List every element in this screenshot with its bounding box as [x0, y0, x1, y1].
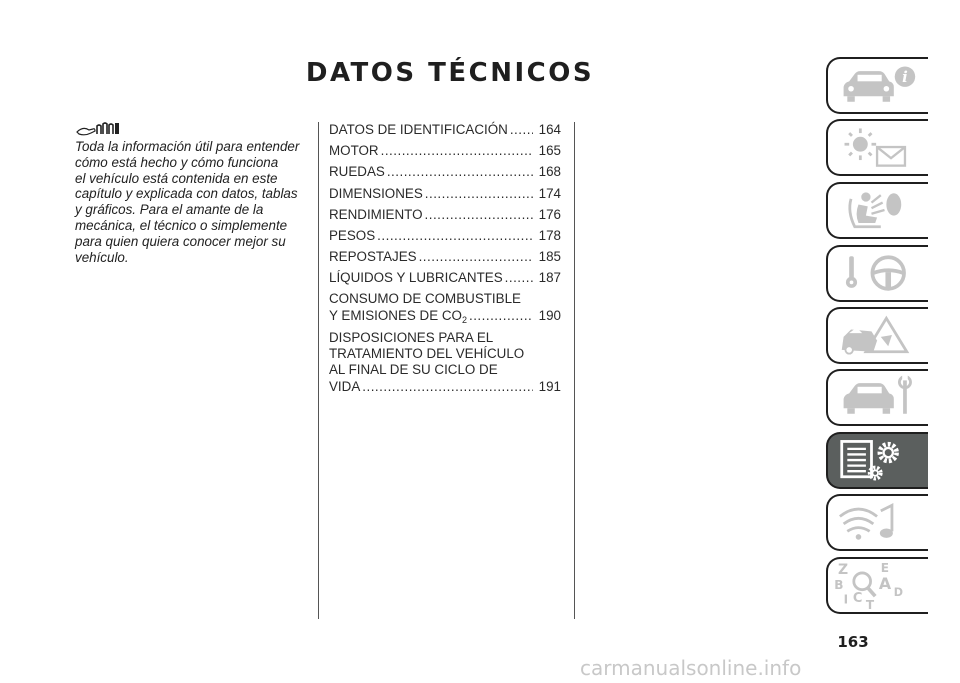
watermark: carmanualsonline.info	[580, 656, 802, 680]
toc-item-motor[interactable]: MOTOR ..... 165	[329, 142, 561, 159]
chapter-tab-maintenance[interactable]	[826, 369, 928, 426]
toc-page-number: 164	[538, 122, 561, 137]
svg-text:C: C	[852, 590, 863, 606]
toc-page-number: 185	[538, 249, 561, 265]
chapter-tab-safety[interactable]	[826, 182, 928, 239]
svg-text:E: E	[880, 561, 890, 576]
toc-page-number: 190	[538, 307, 561, 323]
alphabetical-index-icon	[828, 559, 928, 612]
toc-item-consumo-emisiones[interactable]: CONSUMO DE COMBUSTIBLE Y EMISIONES DE $CO_2$ ..... 190	[329, 291, 561, 326]
column-divider-left	[318, 122, 319, 619]
chapter-tab-vehicle[interactable]	[826, 57, 928, 114]
toc-item-dimensiones[interactable]: DIMENSIONES ..... 174	[329, 185, 561, 202]
toc-item-disposiciones-fin-vida[interactable]: DISPOSICIONES PARA EL TRATAMIENTO DEL VEHÍCULO AL FINAL DE SU CICLO DE VIDA ..... 191	[329, 330, 561, 395]
toc-page-number: 168	[538, 164, 561, 180]
toc-item-liquidos-lubricantes[interactable]: LÍQUIDOS Y LUBRICANTES ..... 187	[329, 269, 561, 286]
seat-airbag-icon	[828, 184, 928, 237]
reading-hand-icon	[75, 120, 121, 138]
car-accident-warning-icon	[828, 309, 928, 362]
svg-text:I: I	[843, 592, 849, 607]
car-info-icon	[828, 59, 928, 112]
key-steering-wheel-icon	[828, 247, 928, 300]
column-divider-right	[574, 122, 575, 619]
table-of-contents	[329, 121, 561, 399]
svg-text:B: B	[834, 577, 844, 592]
svg-text:D: D	[893, 586, 904, 600]
svg-text:A: A	[878, 573, 892, 593]
car-maintenance-icon	[828, 371, 928, 424]
page-title: DATOS TÉCNICOS	[305, 58, 595, 88]
toc-item-datos-identificacion[interactable]: DATOS DE IDENTIFICACIÓN ..... 164	[329, 121, 561, 138]
toc-page-number: 187	[538, 270, 561, 286]
chapter-tab-dashboard[interactable]	[826, 119, 928, 176]
technical-data-icon	[828, 434, 928, 487]
svg-text:Z: Z	[838, 561, 849, 578]
toc-item-rendimiento[interactable]: RENDIMIENTO ..... 176	[329, 206, 561, 223]
toc-page-number: 165	[538, 143, 561, 159]
chapter-tab-multimedia[interactable]	[826, 494, 928, 551]
svg-text:T: T	[865, 598, 875, 612]
toc-page-number: 176	[538, 206, 561, 222]
intro-paragraph: Toda la información útil para entender cómo está hecho y cómo funciona el vehículo está contenida en este capítulo y explicada con datos, tablas y gráficos. Para el amante de la mecánica, el técnico o simplemente para quien quiera conocer mejor su vehículo.	[75, 139, 300, 265]
toc-item-pesos[interactable]: PESOS ..... 178	[329, 227, 561, 244]
chapter-tab-emergency[interactable]	[826, 307, 928, 364]
multimedia-icon	[828, 496, 928, 549]
toc-page-number: 178	[538, 227, 561, 243]
chapter-tab-technical-data[interactable]	[826, 432, 928, 489]
toc-page-number: 191	[538, 378, 561, 394]
chapter-tab-starting-driving[interactable]	[826, 245, 928, 302]
warning-lights-message-icon	[828, 121, 928, 174]
svg-text:i: i	[902, 68, 908, 87]
toc-item-ruedas[interactable]: RUEDAS ..... 168	[329, 163, 561, 180]
toc-page-number: 174	[538, 185, 561, 201]
toc-item-repostajes[interactable]: REPOSTAJES ..... 185	[329, 248, 561, 265]
chapter-tab-index[interactable]	[826, 557, 928, 614]
page-number: 163	[837, 633, 869, 651]
